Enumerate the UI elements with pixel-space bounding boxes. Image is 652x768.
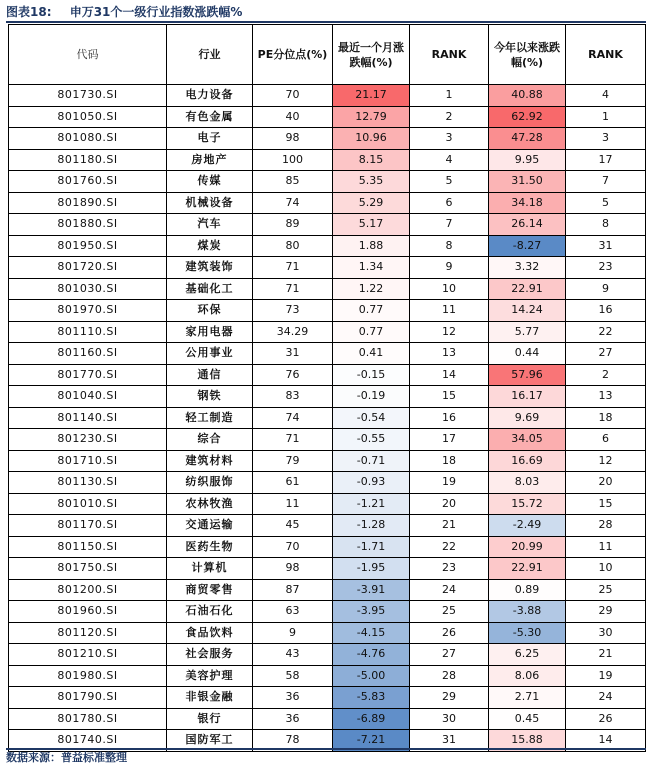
cell-pe: 73 <box>253 300 333 322</box>
cell-rank-recent: 31 <box>410 730 489 752</box>
cell-recent: 5.17 <box>333 214 410 236</box>
cell-rank-recent: 9 <box>410 257 489 279</box>
cell-recent: -1.95 <box>333 558 410 580</box>
cell-code: 801140.SI <box>9 407 167 429</box>
cell-pe: 83 <box>253 386 333 408</box>
cell-industry: 农林牧渔 <box>167 493 253 515</box>
cell-rank-recent: 7 <box>410 214 489 236</box>
table-row <box>9 386 646 408</box>
cell-recent: -0.93 <box>333 472 410 494</box>
cell-pe: 98 <box>253 128 333 150</box>
cell-code: 801790.SI <box>9 687 167 709</box>
cell-rank-ytd: 12 <box>566 450 646 472</box>
header-recent: 最近一个月涨跌幅(%) <box>333 25 410 85</box>
cell-ytd: 22.91 <box>489 278 566 300</box>
table-row <box>9 128 646 150</box>
cell-pe: 98 <box>253 558 333 580</box>
cell-recent: -7.21 <box>333 730 410 752</box>
cell-ytd: 20.99 <box>489 536 566 558</box>
figure-label: 图表18: <box>6 5 52 19</box>
cell-rank-ytd: 14 <box>566 730 646 752</box>
cell-pe: 78 <box>253 730 333 752</box>
cell-rank-recent: 28 <box>410 665 489 687</box>
cell-industry: 综合 <box>167 429 253 451</box>
cell-industry: 电子 <box>167 128 253 150</box>
cell-rank-ytd: 16 <box>566 300 646 322</box>
header-row <box>9 25 646 85</box>
cell-code: 801740.SI <box>9 730 167 752</box>
cell-code: 801170.SI <box>9 515 167 537</box>
cell-code: 801230.SI <box>9 429 167 451</box>
cell-rank-ytd: 15 <box>566 493 646 515</box>
table-body <box>9 85 646 752</box>
cell-industry: 计算机 <box>167 558 253 580</box>
cell-recent: 12.79 <box>333 106 410 128</box>
cell-pe: 31 <box>253 343 333 365</box>
cell-rank-ytd: 27 <box>566 343 646 365</box>
cell-industry: 美容护理 <box>167 665 253 687</box>
cell-recent: 1.34 <box>333 257 410 279</box>
cell-recent: 1.22 <box>333 278 410 300</box>
cell-rank-recent: 21 <box>410 515 489 537</box>
cell-rank-ytd: 1 <box>566 106 646 128</box>
cell-rank-recent: 1 <box>410 85 489 107</box>
cell-ytd: 22.91 <box>489 558 566 580</box>
cell-code: 801720.SI <box>9 257 167 279</box>
cell-industry: 轻工制造 <box>167 407 253 429</box>
header-ytd: 今年以来涨跌幅(%) <box>489 25 566 85</box>
cell-industry: 社会服务 <box>167 644 253 666</box>
cell-ytd: 0.89 <box>489 579 566 601</box>
cell-industry: 银行 <box>167 708 253 730</box>
cell-rank-recent: 13 <box>410 343 489 365</box>
cell-rank-ytd: 25 <box>566 579 646 601</box>
table-row <box>9 149 646 171</box>
table-row <box>9 364 646 386</box>
cell-rank-ytd: 11 <box>566 536 646 558</box>
cell-code: 801970.SI <box>9 300 167 322</box>
cell-ytd: 8.03 <box>489 472 566 494</box>
cell-industry: 非银金融 <box>167 687 253 709</box>
cell-pe: 61 <box>253 472 333 494</box>
cell-ytd: 0.45 <box>489 708 566 730</box>
table-row <box>9 106 646 128</box>
cell-ytd: 16.69 <box>489 450 566 472</box>
table-row <box>9 601 646 623</box>
cell-ytd: -5.30 <box>489 622 566 644</box>
cell-ytd: 62.92 <box>489 106 566 128</box>
table-row <box>9 343 646 365</box>
cell-code: 801980.SI <box>9 665 167 687</box>
cell-rank-ytd: 3 <box>566 128 646 150</box>
cell-ytd: 0.44 <box>489 343 566 365</box>
cell-ytd: 57.96 <box>489 364 566 386</box>
table-row <box>9 687 646 709</box>
cell-pe: 34.29 <box>253 321 333 343</box>
table-row <box>9 450 646 472</box>
cell-ytd: 34.05 <box>489 429 566 451</box>
table-row <box>9 708 646 730</box>
cell-rank-recent: 18 <box>410 450 489 472</box>
cell-industry: 基础化工 <box>167 278 253 300</box>
cell-rank-ytd: 9 <box>566 278 646 300</box>
cell-rank-recent: 14 <box>410 364 489 386</box>
cell-rank-ytd: 10 <box>566 558 646 580</box>
cell-pe: 36 <box>253 708 333 730</box>
cell-industry: 交通运输 <box>167 515 253 537</box>
cell-industry: 房地产 <box>167 149 253 171</box>
cell-industry: 通信 <box>167 364 253 386</box>
cell-rank-recent: 19 <box>410 472 489 494</box>
header-pe: PE分位点(%) <box>253 25 333 85</box>
cell-rank-ytd: 13 <box>566 386 646 408</box>
cell-pe: 79 <box>253 450 333 472</box>
cell-rank-recent: 3 <box>410 128 489 150</box>
cell-code: 801890.SI <box>9 192 167 214</box>
cell-industry: 机械设备 <box>167 192 253 214</box>
cell-ytd: 31.50 <box>489 171 566 193</box>
cell-industry: 有色金属 <box>167 106 253 128</box>
cell-rank-recent: 5 <box>410 171 489 193</box>
cell-rank-ytd: 28 <box>566 515 646 537</box>
cell-industry: 钢铁 <box>167 386 253 408</box>
cell-rank-ytd: 17 <box>566 149 646 171</box>
cell-recent: -3.95 <box>333 601 410 623</box>
industry-returns-table <box>8 24 646 752</box>
cell-pe: 40 <box>253 106 333 128</box>
cell-recent: -5.00 <box>333 665 410 687</box>
cell-rank-recent: 20 <box>410 493 489 515</box>
cell-pe: 58 <box>253 665 333 687</box>
cell-recent: -5.83 <box>333 687 410 709</box>
cell-industry: 纺织服饰 <box>167 472 253 494</box>
cell-industry: 医药生物 <box>167 536 253 558</box>
cell-ytd: 47.28 <box>489 128 566 150</box>
header-rank-ytd: RANK <box>566 25 646 85</box>
cell-rank-recent: 24 <box>410 579 489 601</box>
cell-recent: -4.15 <box>333 622 410 644</box>
cell-rank-recent: 10 <box>410 278 489 300</box>
cell-rank-ytd: 18 <box>566 407 646 429</box>
figure-title-text: 申万31个一级行业指数涨跌幅% <box>69 5 243 19</box>
cell-industry: 环保 <box>167 300 253 322</box>
cell-code: 801120.SI <box>9 622 167 644</box>
table-row <box>9 472 646 494</box>
cell-pe: 36 <box>253 687 333 709</box>
cell-industry: 石油石化 <box>167 601 253 623</box>
cell-recent: 5.35 <box>333 171 410 193</box>
cell-rank-ytd: 19 <box>566 665 646 687</box>
cell-code: 801040.SI <box>9 386 167 408</box>
cell-ytd: 15.72 <box>489 493 566 515</box>
cell-pe: 89 <box>253 214 333 236</box>
cell-rank-recent: 12 <box>410 321 489 343</box>
table-row <box>9 192 646 214</box>
cell-code: 801760.SI <box>9 171 167 193</box>
cell-code: 801210.SI <box>9 644 167 666</box>
cell-industry: 汽车 <box>167 214 253 236</box>
cell-rank-recent: 25 <box>410 601 489 623</box>
cell-rank-ytd: 6 <box>566 429 646 451</box>
cell-industry: 传媒 <box>167 171 253 193</box>
cell-rank-recent: 6 <box>410 192 489 214</box>
header-rank-recent: RANK <box>410 25 489 85</box>
table-row <box>9 300 646 322</box>
cell-pe: 70 <box>253 85 333 107</box>
cell-recent: -0.19 <box>333 386 410 408</box>
cell-rank-recent: 2 <box>410 106 489 128</box>
cell-code: 801950.SI <box>9 235 167 257</box>
cell-ytd: 14.24 <box>489 300 566 322</box>
cell-code: 801130.SI <box>9 472 167 494</box>
table-row <box>9 171 646 193</box>
cell-industry: 建筑装饰 <box>167 257 253 279</box>
cell-recent: 5.29 <box>333 192 410 214</box>
cell-rank-ytd: 4 <box>566 85 646 107</box>
cell-recent: 10.96 <box>333 128 410 150</box>
cell-pe: 63 <box>253 601 333 623</box>
cell-code: 801010.SI <box>9 493 167 515</box>
cell-pe: 11 <box>253 493 333 515</box>
table-row <box>9 321 646 343</box>
cell-recent: -6.89 <box>333 708 410 730</box>
cell-pe: 74 <box>253 192 333 214</box>
table-row <box>9 493 646 515</box>
cell-recent: -4.76 <box>333 644 410 666</box>
cell-pe: 87 <box>253 579 333 601</box>
title-rule <box>6 21 646 23</box>
cell-industry: 商贸零售 <box>167 579 253 601</box>
cell-rank-recent: 17 <box>410 429 489 451</box>
cell-code: 801080.SI <box>9 128 167 150</box>
cell-code: 801960.SI <box>9 601 167 623</box>
cell-rank-ytd: 8 <box>566 214 646 236</box>
chart-title <box>6 2 646 22</box>
cell-pe: 100 <box>253 149 333 171</box>
cell-recent: -0.54 <box>333 407 410 429</box>
cell-rank-recent: 8 <box>410 235 489 257</box>
cell-rank-recent: 29 <box>410 687 489 709</box>
cell-rank-recent: 22 <box>410 536 489 558</box>
cell-ytd: 9.69 <box>489 407 566 429</box>
cell-pe: 85 <box>253 171 333 193</box>
cell-rank-ytd: 2 <box>566 364 646 386</box>
table-row <box>9 644 646 666</box>
cell-code: 801780.SI <box>9 708 167 730</box>
table-row <box>9 536 646 558</box>
cell-code: 801150.SI <box>9 536 167 558</box>
cell-rank-ytd: 22 <box>566 321 646 343</box>
cell-industry: 公用事业 <box>167 343 253 365</box>
table-row <box>9 407 646 429</box>
cell-ytd: 26.14 <box>489 214 566 236</box>
cell-ytd: 2.71 <box>489 687 566 709</box>
cell-rank-ytd: 26 <box>566 708 646 730</box>
table-row <box>9 515 646 537</box>
cell-code: 801110.SI <box>9 321 167 343</box>
cell-ytd: 8.06 <box>489 665 566 687</box>
table-row <box>9 558 646 580</box>
cell-code: 801750.SI <box>9 558 167 580</box>
cell-code: 801710.SI <box>9 450 167 472</box>
cell-pe: 71 <box>253 278 333 300</box>
cell-recent: 0.41 <box>333 343 410 365</box>
cell-recent: 21.17 <box>333 85 410 107</box>
cell-rank-recent: 26 <box>410 622 489 644</box>
cell-ytd: 5.77 <box>489 321 566 343</box>
table-row <box>9 235 646 257</box>
cell-ytd: 40.88 <box>489 85 566 107</box>
cell-code: 801200.SI <box>9 579 167 601</box>
cell-rank-recent: 16 <box>410 407 489 429</box>
cell-code: 801050.SI <box>9 106 167 128</box>
cell-pe: 70 <box>253 536 333 558</box>
cell-rank-recent: 27 <box>410 644 489 666</box>
data-source: 数据来源：普益标准整理 <box>6 751 127 764</box>
cell-rank-ytd: 23 <box>566 257 646 279</box>
cell-industry: 煤炭 <box>167 235 253 257</box>
cell-industry: 建筑材料 <box>167 450 253 472</box>
cell-ytd: 15.88 <box>489 730 566 752</box>
cell-industry: 电力设备 <box>167 85 253 107</box>
cell-code: 801880.SI <box>9 214 167 236</box>
cell-pe: 76 <box>253 364 333 386</box>
table-row <box>9 665 646 687</box>
cell-rank-recent: 23 <box>410 558 489 580</box>
cell-pe: 80 <box>253 235 333 257</box>
cell-recent: -0.55 <box>333 429 410 451</box>
cell-recent: -1.71 <box>333 536 410 558</box>
cell-recent: 1.88 <box>333 235 410 257</box>
cell-industry: 食品饮料 <box>167 622 253 644</box>
cell-code: 801770.SI <box>9 364 167 386</box>
cell-rank-ytd: 29 <box>566 601 646 623</box>
cell-industry: 国防军工 <box>167 730 253 752</box>
cell-pe: 45 <box>253 515 333 537</box>
cell-recent: 0.77 <box>333 300 410 322</box>
cell-rank-recent: 4 <box>410 149 489 171</box>
cell-rank-ytd: 5 <box>566 192 646 214</box>
cell-rank-ytd: 31 <box>566 235 646 257</box>
table-row <box>9 214 646 236</box>
header-code: 代码 <box>9 25 167 85</box>
cell-rank-ytd: 24 <box>566 687 646 709</box>
cell-ytd: -3.88 <box>489 601 566 623</box>
cell-pe: 71 <box>253 429 333 451</box>
cell-rank-recent: 15 <box>410 386 489 408</box>
cell-rank-recent: 11 <box>410 300 489 322</box>
cell-ytd: 9.95 <box>489 149 566 171</box>
cell-pe: 71 <box>253 257 333 279</box>
table-row <box>9 429 646 451</box>
cell-rank-recent: 30 <box>410 708 489 730</box>
cell-pe: 74 <box>253 407 333 429</box>
table-row <box>9 257 646 279</box>
cell-industry: 家用电器 <box>167 321 253 343</box>
cell-ytd: 6.25 <box>489 644 566 666</box>
cell-recent: -1.21 <box>333 493 410 515</box>
cell-ytd: 16.17 <box>489 386 566 408</box>
cell-ytd: -2.49 <box>489 515 566 537</box>
cell-rank-ytd: 7 <box>566 171 646 193</box>
cell-recent: -0.71 <box>333 450 410 472</box>
cell-code: 801030.SI <box>9 278 167 300</box>
cell-ytd: 3.32 <box>489 257 566 279</box>
cell-recent: -1.28 <box>333 515 410 537</box>
cell-rank-ytd: 30 <box>566 622 646 644</box>
cell-ytd: 34.18 <box>489 192 566 214</box>
cell-recent: 0.77 <box>333 321 410 343</box>
cell-recent: 8.15 <box>333 149 410 171</box>
cell-recent: -3.91 <box>333 579 410 601</box>
table-row <box>9 85 646 107</box>
cell-recent: -0.15 <box>333 364 410 386</box>
table-row <box>9 579 646 601</box>
cell-code: 801730.SI <box>9 85 167 107</box>
cell-ytd: -8.27 <box>489 235 566 257</box>
table-row <box>9 278 646 300</box>
cell-pe: 43 <box>253 644 333 666</box>
cell-code: 801180.SI <box>9 149 167 171</box>
cell-rank-ytd: 20 <box>566 472 646 494</box>
cell-pe: 9 <box>253 622 333 644</box>
cell-code: 801160.SI <box>9 343 167 365</box>
table-row <box>9 622 646 644</box>
header-industry: 行业 <box>167 25 253 85</box>
cell-rank-ytd: 21 <box>566 644 646 666</box>
